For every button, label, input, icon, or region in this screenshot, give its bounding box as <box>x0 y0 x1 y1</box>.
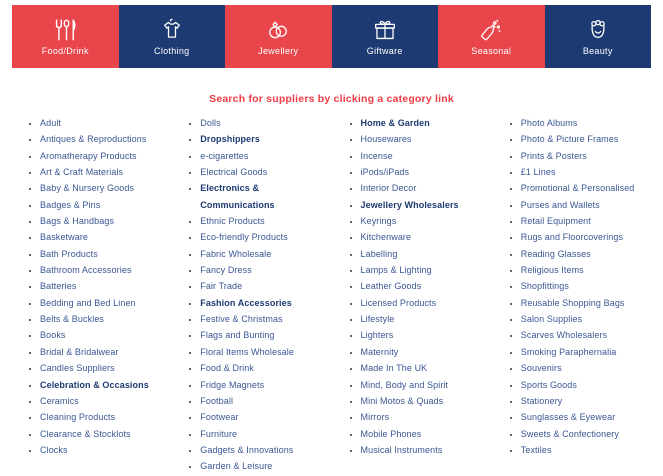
category-link[interactable]: • Bags & Handbags <box>40 213 174 229</box>
category-link[interactable]: • Food & Drink <box>200 360 334 376</box>
category-link[interactable]: • Lifestyle <box>361 311 495 327</box>
category-link[interactable]: • Home & Garden <box>361 115 495 131</box>
page-title: Search for suppliers by clicking a category link <box>209 93 454 105</box>
category-link[interactable]: • Musical Instruments <box>361 442 495 458</box>
category-link[interactable]: • Scarves Wholesalers <box>521 327 655 343</box>
category-link[interactable]: • Eco-friendly Products <box>200 229 334 245</box>
category-link[interactable]: • Garden & Leisure <box>200 458 334 474</box>
champagne-icon <box>478 17 504 43</box>
category-link[interactable]: • Clocks <box>40 442 174 458</box>
tab-jewellery[interactable] <box>225 5 332 68</box>
category-link[interactable]: • Festive & Christmas <box>200 311 334 327</box>
category-link[interactable]: • Reading Glasses <box>521 246 655 262</box>
category-link[interactable]: • Flags and Bunting <box>200 327 334 343</box>
category-link[interactable]: • Religious Items <box>521 262 655 278</box>
category-link[interactable]: • Kitchenware <box>361 229 495 245</box>
category-link[interactable]: • Interior Decor <box>361 180 495 196</box>
category-link[interactable]: • Reusable Shopping Bags <box>521 295 655 311</box>
tshirt-icon <box>159 17 185 43</box>
category-list-3 <box>335 115 495 475</box>
category-link[interactable]: • Smoking Paraphernalia <box>521 344 655 360</box>
category-link[interactable]: • Bath Products <box>40 246 174 262</box>
tab-label: Beauty <box>582 46 613 56</box>
category-link[interactable]: • Sports Goods <box>521 377 655 393</box>
category-link[interactable]: • Cleaning Products <box>40 409 174 425</box>
category-link[interactable]: • Basketware <box>40 229 174 245</box>
category-columns <box>0 115 663 475</box>
category-link[interactable]: • Salon Supplies <box>521 311 655 327</box>
category-link[interactable]: • Mini Motos & Quads <box>361 393 495 409</box>
category-link[interactable]: • Electrical Goods <box>200 164 334 180</box>
category-link[interactable]: • Bedding and Bed Linen <box>40 295 174 311</box>
category-link[interactable]: • Licensed Products <box>361 295 495 311</box>
category-link[interactable]: • Football <box>200 393 334 409</box>
category-link[interactable]: • Clearance & Stocklots <box>40 426 174 442</box>
category-link[interactable]: • Shopfittings <box>521 278 655 294</box>
tab-label: Jewellery <box>258 46 299 56</box>
category-link[interactable]: • Bathroom Accessories <box>40 262 174 278</box>
category-link[interactable]: • Dropshippers <box>200 131 334 147</box>
category-link[interactable]: • Floral Items Wholesale <box>200 344 334 360</box>
category-link[interactable]: • Sweets & Confectionery <box>521 426 655 442</box>
category-link[interactable]: • Retail Equipment <box>521 213 655 229</box>
category-link[interactable]: • Fabric Wholesale <box>200 246 334 262</box>
tab-label: Food/Drink <box>41 46 89 56</box>
category-tab-bar <box>12 5 651 68</box>
category-link[interactable]: • Electronics & Communications <box>200 180 334 213</box>
category-link[interactable]: • Fair Trade <box>200 278 334 294</box>
category-link[interactable]: • Fridge Magnets <box>200 377 334 393</box>
category-link[interactable]: • Photo Albums <box>521 115 655 131</box>
category-link[interactable]: • Photo & Picture Frames <box>521 131 655 147</box>
category-link[interactable]: • Prints & Posters <box>521 148 655 164</box>
category-link[interactable]: • Gadgets & Innovations <box>200 442 334 458</box>
tab-beauty[interactable] <box>545 5 652 68</box>
rings-icon <box>265 17 291 43</box>
category-link[interactable]: • Ceramics <box>40 393 174 409</box>
category-link[interactable]: • Baby & Nursery Goods <box>40 180 174 196</box>
category-link[interactable]: • Books <box>40 327 174 343</box>
gift-icon <box>372 17 398 43</box>
tab-label: Clothing <box>154 46 190 56</box>
category-link[interactable]: • Ethnic Products <box>200 213 334 229</box>
category-link[interactable]: • Fancy Dress <box>200 262 334 278</box>
category-link[interactable]: • Promotional & Personalised <box>521 180 655 196</box>
tab-food-drink[interactable] <box>12 5 119 68</box>
category-link[interactable]: • £1 Lines <box>521 164 655 180</box>
category-list-4 <box>495 115 655 475</box>
category-link[interactable]: • Badges & Pins <box>40 197 174 213</box>
cutlery-icon <box>52 17 78 43</box>
tab-clothing[interactable] <box>119 5 226 68</box>
category-link[interactable]: • Mobile Phones <box>361 426 495 442</box>
category-link[interactable]: • Lamps & Lighting <box>361 262 495 278</box>
category-link[interactable]: • Made In The UK <box>361 360 495 376</box>
category-link[interactable]: • Footwear <box>200 409 334 425</box>
category-link[interactable]: • Fashion Accessories <box>200 295 334 311</box>
category-link[interactable]: • Mirrors <box>361 409 495 425</box>
category-link[interactable]: • Textiles <box>521 442 655 458</box>
category-link[interactable]: • Purses and Wallets <box>521 197 655 213</box>
tab-label: Seasonal <box>471 46 512 56</box>
category-list-2 <box>174 115 334 475</box>
category-list-1 <box>14 115 174 475</box>
category-link[interactable]: • Mind, Body and Spirit <box>361 377 495 393</box>
category-link[interactable]: • Keyrings <box>361 213 495 229</box>
category-link[interactable]: • Maternity <box>361 344 495 360</box>
category-link[interactable]: • Art & Craft Materials <box>40 164 174 180</box>
category-link[interactable]: • Jewellery Wholesalers <box>361 197 495 213</box>
category-link[interactable]: • Celebration & Occasions <box>40 377 174 393</box>
tab-seasonal[interactable] <box>438 5 545 68</box>
category-link[interactable]: • e-cigarettes <box>200 148 334 164</box>
category-link[interactable]: • Rugs and Floorcoverings <box>521 229 655 245</box>
category-link[interactable]: • Lighters <box>361 327 495 343</box>
tab-giftware[interactable] <box>332 5 439 68</box>
category-link[interactable]: • Leather Goods <box>361 278 495 294</box>
category-link[interactable]: • Candles Suppliers <box>40 360 174 376</box>
category-link[interactable]: • Belts & Buckles <box>40 311 174 327</box>
category-link[interactable]: • Souvenirs <box>521 360 655 376</box>
category-link[interactable]: • Stationery <box>521 393 655 409</box>
beauty-icon <box>585 17 611 43</box>
category-link[interactable]: • Incense <box>361 148 495 164</box>
category-link[interactable]: • Labelling <box>361 246 495 262</box>
category-link[interactable]: • Sunglasses & Eyewear <box>521 409 655 425</box>
tab-label: Giftware <box>366 46 403 56</box>
category-link[interactable]: • Housewares <box>361 131 495 147</box>
category-link[interactable]: • Aromatherapy Products <box>40 148 174 164</box>
category-link[interactable]: • Bridal & Bridalwear <box>40 344 174 360</box>
category-link[interactable]: • Antiques & Reproductions <box>40 131 174 147</box>
category-link[interactable]: • Dolls <box>200 115 334 131</box>
category-link[interactable]: • Adult <box>40 115 174 131</box>
category-link[interactable]: • Batteries <box>40 278 174 294</box>
category-link[interactable]: • Furniture <box>200 426 334 442</box>
category-link[interactable]: • iPods/iPads <box>361 164 495 180</box>
